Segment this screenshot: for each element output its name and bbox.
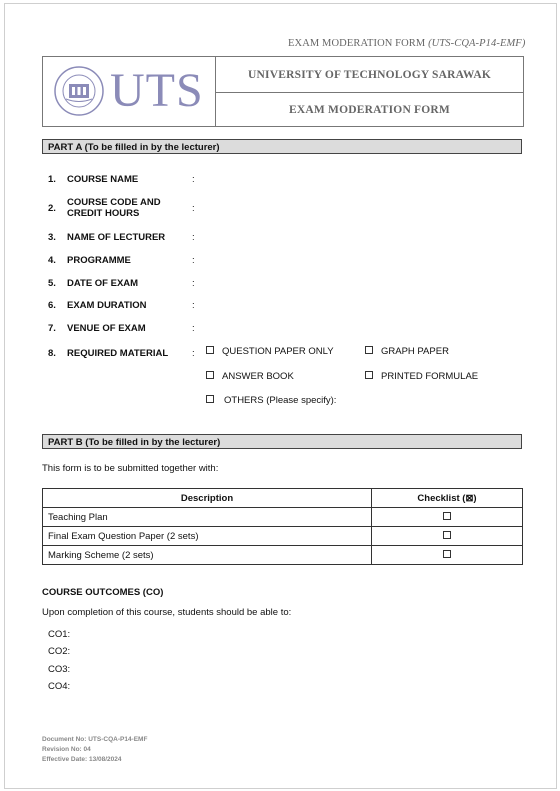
row-checkbox-cell: [372, 546, 523, 565]
field-number: 6.: [48, 300, 56, 311]
form-reference: EXAM MODERATION FORM (UTS-CQA-P14-EMF): [288, 38, 526, 49]
option-question-paper[interactable]: [206, 346, 334, 357]
option-label: OTHERS (Please specify):: [224, 395, 337, 406]
footer-doc-no: Document No: UTS-CQA-P14-EMF: [42, 736, 148, 743]
option-others[interactable]: [206, 395, 336, 406]
part-a-title: PART A (To be filled in by the lecturer): [42, 139, 522, 154]
option-answer-book[interactable]: [206, 371, 294, 382]
field-label-duration: EXAM DURATION: [67, 300, 147, 311]
row-description: Marking Scheme (2 sets): [43, 546, 372, 565]
field-number: 5.: [48, 278, 56, 289]
table-row: [43, 508, 523, 527]
field-label-venue: VENUE OF EXAM: [67, 323, 146, 334]
field-number: 3.: [48, 232, 56, 243]
field-label-course-code: COURSE CODE AND CREDIT HOURS: [67, 197, 161, 219]
field-colon: :: [192, 348, 195, 359]
footer-revision: Revision No: 04: [42, 746, 91, 753]
row-description: Teaching Plan: [43, 508, 372, 527]
university-name: UNIVERSITY OF TECHNOLOGY SARAWAK: [216, 57, 523, 93]
course-outcomes-intro: Upon completion of this course, students should be able to:: [42, 607, 292, 618]
checkbox[interactable]: [206, 371, 214, 379]
checkbox[interactable]: [443, 531, 451, 539]
field-label-material: REQUIRED MATERIAL: [67, 348, 169, 359]
field-colon: :: [192, 278, 195, 289]
part-b-title: PART B (To be filled in by the lecturer): [42, 434, 522, 449]
option-label: QUESTION PAPER ONLY: [222, 346, 334, 357]
field-colon: :: [192, 255, 195, 266]
course-outcome-item: CO4:: [48, 681, 71, 692]
uts-logo: [43, 57, 216, 126]
column-header-checklist: Checklist (⊠): [372, 489, 523, 508]
footer-effective-date: Effective Date: 13/08/2024: [42, 756, 122, 763]
checkbox[interactable]: [443, 550, 451, 558]
field-colon: :: [192, 300, 195, 311]
checkbox[interactable]: [206, 346, 214, 354]
field-colon: :: [192, 203, 195, 214]
field-number: 7.: [48, 323, 56, 334]
checklist-table: [42, 488, 523, 565]
checkbox[interactable]: [365, 371, 373, 379]
row-checkbox-cell: [372, 508, 523, 527]
university-seal-icon: [54, 66, 104, 116]
option-label: ANSWER BOOK: [222, 371, 294, 382]
field-label-lecturer: NAME OF LECTURER: [67, 232, 166, 243]
field-colon: :: [192, 174, 195, 185]
option-label: PRINTED FORMULAE: [381, 371, 479, 382]
table-header-row: [43, 489, 523, 508]
field-number: 2.: [48, 203, 56, 214]
checkbox[interactable]: [365, 346, 373, 354]
form-title: EXAM MODERATION FORM: [289, 103, 450, 116]
row-checkbox-cell: [372, 527, 523, 546]
form-header: [42, 56, 524, 127]
course-outcome-item: CO3:: [48, 664, 71, 675]
field-number: 4.: [48, 255, 56, 266]
part-b-intro: This form is to be submitted together with:: [42, 463, 219, 474]
field-number: 8.: [48, 348, 56, 359]
table-row: [43, 527, 523, 546]
column-header-description: Description: [43, 489, 372, 508]
field-label-course-name: COURSE NAME: [67, 174, 139, 185]
option-graph-paper[interactable]: [365, 346, 449, 357]
table-row: [43, 546, 523, 565]
field-label-programme: PROGRAMME: [67, 255, 131, 266]
field-number: 1.: [48, 174, 56, 185]
field-colon: :: [192, 232, 195, 243]
course-outcome-item: CO2:: [48, 646, 71, 657]
row-description: Final Exam Question Paper (2 sets): [43, 527, 372, 546]
course-outcome-item: CO1:: [48, 629, 71, 640]
option-label: GRAPH PAPER: [381, 346, 449, 357]
logo-text: UTS: [110, 64, 204, 117]
checkbox[interactable]: [443, 512, 451, 520]
course-outcomes-heading: COURSE OUTCOMES (CO): [42, 587, 164, 598]
field-label-date: DATE OF EXAM: [67, 278, 139, 289]
field-colon: :: [192, 323, 195, 334]
checkbox[interactable]: [206, 395, 214, 403]
option-printed-formulae[interactable]: [365, 371, 478, 382]
